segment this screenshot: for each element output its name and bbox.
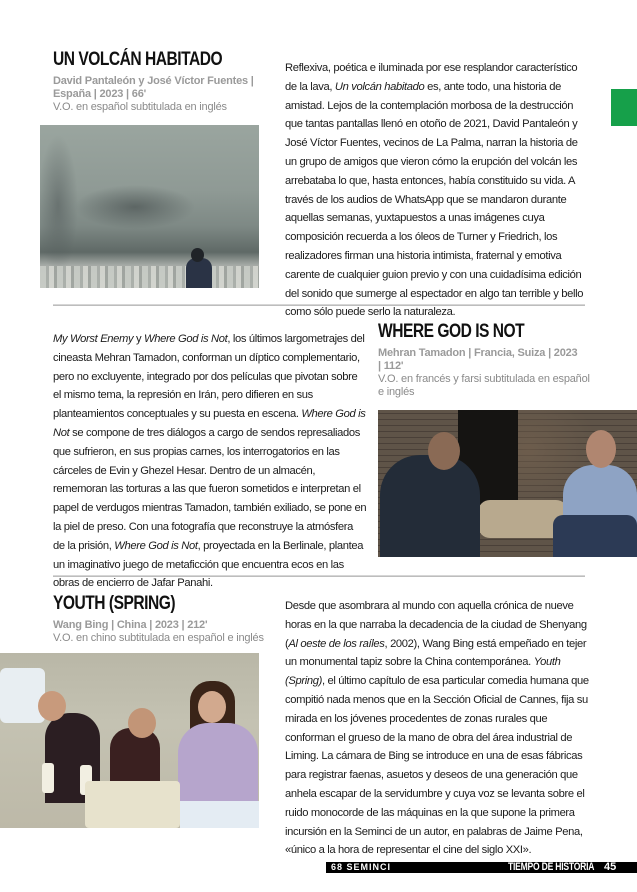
- worker-2-head: [128, 708, 156, 738]
- film-credits: [378, 347, 608, 373]
- film-credits: Wang Bing | China | 2023 | 212': [53, 619, 208, 631]
- film-synopsis: My Worst Enemy y Where God is Not, los últimos largometrajes del cineasta Mehran Tamadon, conforman un díptico complementario, pero no excluyente, integrado por dos películas que pivotan sobre el mismo tema, la represión en Irán, pero difieren en sus planteamientos conceptuales y su puesta en escena. Where God is Not se compone de tres diálogos a cargo de sendos represaliados que sufrieron, en sus propias carnes, los interrogatorios en las cárceles de Evin y Ghezel Hesar. Dentro de un almacén, rememoran las torturas a las que fueron sometidos e interpretan el papel de verdugos mientras Tamadon, también exiliado, se pone en la piel de preso. Con una fotografía que reconstruye la atmósfera de la prisión, Where God is Not, proyectada en la Berlinale, plantea un imaginativo juego de metaficción que encuentra ecos en las obras de encierro de Jafar Panahi.: [53, 333, 367, 590]
- section-divider: [53, 304, 585, 306]
- film-credits: [53, 75, 273, 101]
- man-left-head: [428, 432, 460, 470]
- footer-publication: 68 SEMINCI: [331, 862, 392, 872]
- man-right-legs: [553, 515, 637, 557]
- person-head: [191, 248, 204, 262]
- film-still-cellar: [378, 410, 637, 557]
- page-number: 45: [604, 861, 617, 873]
- section-divider: [53, 575, 585, 577]
- film-synopsis: Reflexiva, poética e iluminada por ese resplandor característico de la lava, Un volcán habitado es, ante todo, una historia de amistad. Lejos de la contemplación morbosa de la destrucción que tantas pantallas llenó en otoño de 2021, David Pantaleón y José Víctor Fuentes, vecinos de La Palma, narran la historia de un grupo de amigos que vieron cómo la erupción del volcán les arrebataba lo que, hasta entonces, había constituido su vida. A través de los audios de WhatsApp que se mandaron durante aquellas semanas, yuxtapuestos a unas imágenes cuya composición recuerda a los óleos de Turner y Friedrich, los realizadores firman una historia intimista, fraternal y emotiva carente de cualquier guion previo y con una cuidadísima edición del sonido que sumerge al espectador en algo tan terrible y bello como sólo puede serlo la naturaleza.: [285, 62, 584, 319]
- film-language: [378, 373, 618, 399]
- film-title: YOUTH (SPRING): [53, 593, 176, 614]
- fabric: [180, 801, 259, 828]
- film-language: V.O. en chino subtitulada en español e inglés: [53, 632, 264, 644]
- town-ground: [40, 266, 259, 288]
- section-tab-icon: [611, 89, 637, 126]
- credits-line: España | 2023 | 66': [53, 88, 147, 100]
- language-line: e inglés: [378, 386, 415, 398]
- man-right-head: [586, 430, 616, 468]
- worker-3-face: [198, 691, 226, 723]
- person-silhouette: [186, 258, 212, 288]
- thread-spool: [42, 763, 54, 793]
- film-still-factory: [0, 653, 259, 828]
- worker-1-head: [38, 691, 66, 721]
- credits-line: Mehran Tamadon | Francia, Suiza | 2023: [378, 347, 578, 359]
- language-line: V.O. en francés y farsi subtitulada en español: [378, 373, 590, 385]
- film-title: UN VOLCÁN HABITADO: [53, 49, 223, 70]
- film-title: WHERE GOD IS NOT: [378, 321, 525, 342]
- film-synopsis: Desde que asombrara al mundo con aquella crónica de nueve horas en la que narraba la decadencia de la ciudad de Shenyang (Al oeste de los raíles, 2002), Wang Bing está empeñado en tejer un monumental tapiz sobre la China contemporánea. Youth (Spring), el último capítulo de esa particular comedia humana que compitió nada menos que en la Sección Oficial de Cannes, fija su mirada en los jóvenes procedentes de zonas rurales que conforman el grueso de la mano de obra del área industrial de Liming. La cámara de Bing se introduce en una de esas fábricas para registrar faenas, asuetos y deseos de una generación que anhela escapar de la servidumbre y cuya voz se levanta sobre el ruido monocorde de las máquinas en la que supone la primera incursión en la Seminci de un autor, en palabras de Jaime Pena, «único a la hora de representar el cine del siglo XXI».: [285, 600, 589, 857]
- hanging-cloth: [0, 668, 45, 723]
- credits-line: | 112': [378, 360, 404, 372]
- film-language: V.O. en español subtitulada en inglés: [53, 101, 227, 113]
- film-still-volcano: [40, 125, 259, 288]
- footer-section-title: TIEMPO DE HISTORIA: [508, 861, 595, 873]
- man-left: [380, 455, 480, 557]
- credits-line: David Pantaleón y José Víctor Fuentes |: [53, 75, 254, 87]
- sewing-machine: [85, 781, 180, 828]
